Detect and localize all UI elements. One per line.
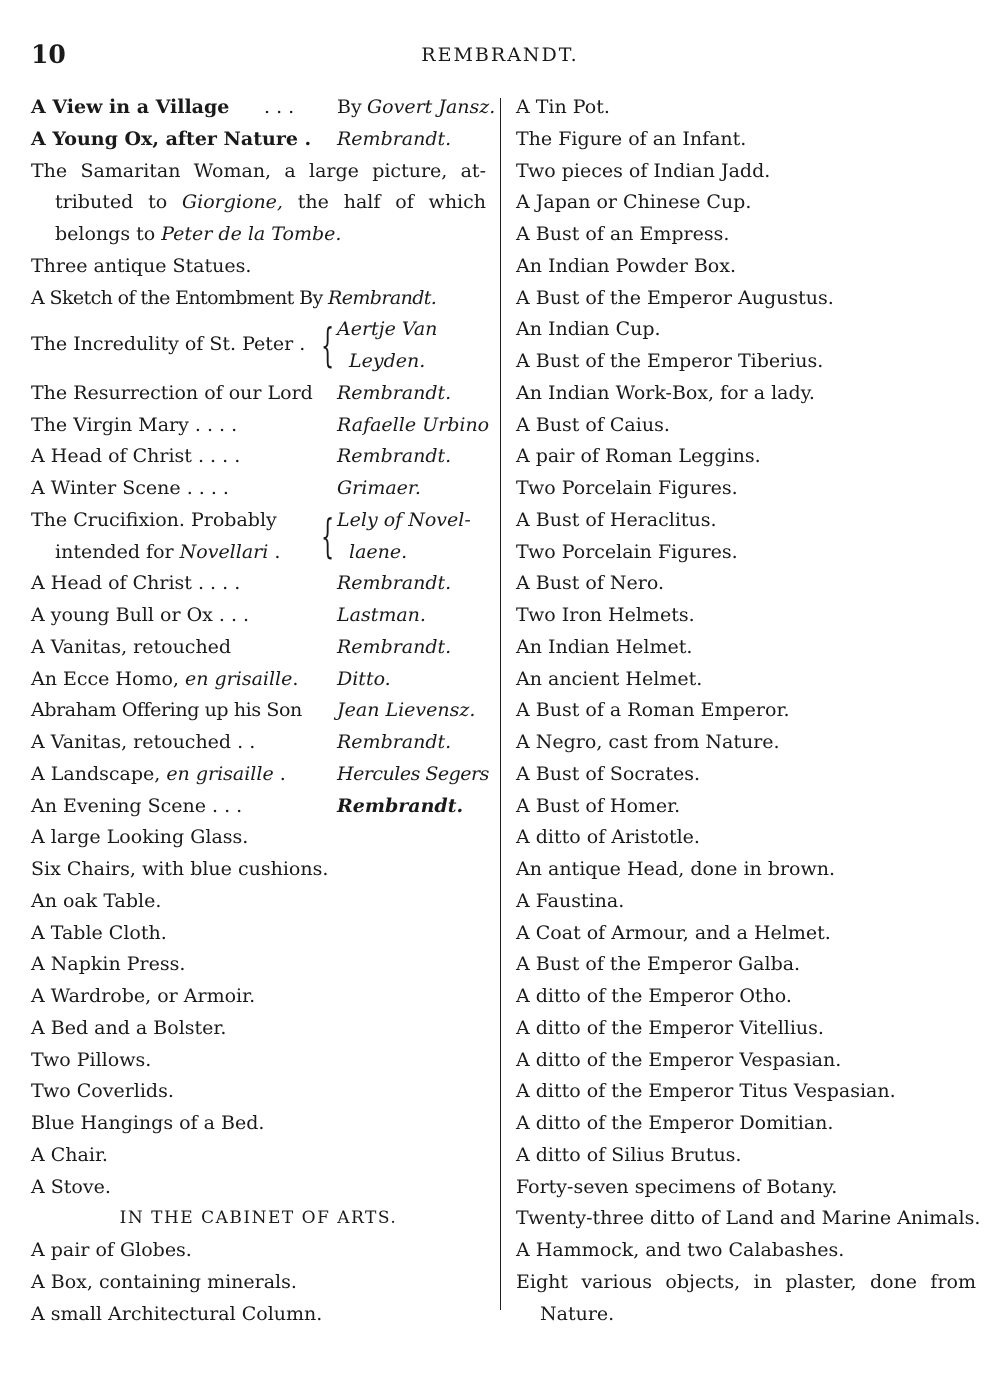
brace-symbol: { <box>321 508 335 563</box>
list-item <box>516 219 976 251</box>
page-number: 10 <box>31 40 66 69</box>
entry-title: intended for Novellari . <box>55 540 281 563</box>
entry-artist: Jean Lievensz. <box>337 699 476 722</box>
list-item-text: Two Coverlids. <box>31 1080 174 1103</box>
list-item <box>516 410 976 442</box>
entry-young-ox <box>31 124 486 156</box>
entry-by: By <box>337 96 362 118</box>
list-item <box>516 124 976 156</box>
entry-title: The Virgin Mary . . . . <box>31 413 238 436</box>
entry-artist: laene. <box>349 540 408 563</box>
entry-title: The Incredulity of St. Peter . <box>31 333 306 356</box>
list-item <box>516 537 976 569</box>
entry-artist: Rembrandt. <box>337 572 452 595</box>
list-item <box>516 283 976 315</box>
list-item-text: A Hammock, and two Calabashes. <box>516 1239 845 1261</box>
list-item <box>516 1013 976 1045</box>
entry-incredulity-st-peter <box>31 314 486 378</box>
list-item-text: Forty-seven specimens of Botany. <box>516 1175 838 1198</box>
list-item <box>31 981 486 1013</box>
entry-virgin-mary <box>31 410 490 442</box>
entry-title: The Crucifixion. Probably <box>31 508 277 531</box>
list-item <box>31 1013 486 1045</box>
list-item <box>31 949 486 981</box>
list-item-text: A ditto of the Emperor Otho. <box>516 985 792 1007</box>
list-item-text: A Bust of a Roman Emperor. <box>516 699 790 722</box>
entry-line: tributed to Giorgione, the half of which <box>55 191 487 214</box>
right-column <box>516 92 981 1330</box>
list-item <box>516 156 976 188</box>
list-item <box>516 346 976 378</box>
entry-resurrection <box>31 378 486 410</box>
furniture-list <box>31 822 486 1203</box>
list-item-text: A ditto of Silius Brutus. <box>516 1143 742 1166</box>
entry-artist: Govert Jansz. <box>367 96 496 118</box>
list-item-text: An oak Table. <box>31 889 162 912</box>
entry-artist: Leyden. <box>349 350 426 372</box>
list-item-text: A Negro, cast from Nature. <box>516 731 780 753</box>
entry-artist: Lastman. <box>337 604 426 626</box>
list-item-text: A Bust of Heraclitus. <box>516 508 717 531</box>
list-item-text: A Bust of Nero. <box>516 572 664 595</box>
entry-title: A Winter Scene . . . . <box>31 477 229 499</box>
list-item <box>31 1235 486 1267</box>
entry-evening-scene <box>31 791 486 823</box>
entry-artist: Ditto. <box>337 667 391 690</box>
list-item <box>516 187 976 219</box>
list-item <box>31 1045 486 1077</box>
entry-title: A Vanitas, retouched <box>31 635 232 658</box>
list-item <box>516 981 976 1013</box>
list-item-text: Blue Hangings of a Bed. <box>31 1112 265 1134</box>
list-item <box>516 1267 976 1331</box>
list-item-text: A pair of Roman Leggins. <box>516 445 761 468</box>
list-item <box>516 854 976 886</box>
list-item-text: Twenty-three ditto of Land and Marine Animals. <box>516 1207 981 1230</box>
entry-winter-scene <box>31 473 486 505</box>
list-item <box>516 251 976 283</box>
list-item-text: A Table Cloth. <box>31 921 167 944</box>
entry-young-bull <box>31 600 486 632</box>
entry-sketch-entombment <box>31 283 486 315</box>
list-item <box>516 632 976 664</box>
list-item-text: A Coat of Armour, and a Helmet. <box>516 921 831 944</box>
list-item <box>31 886 486 918</box>
list-item-text: A Napkin Press. <box>31 953 186 976</box>
list-item-text: An Indian Helmet. <box>516 635 693 658</box>
list-item <box>516 568 976 600</box>
list-item-text: A ditto of Aristotle. <box>516 826 700 849</box>
cabinet-list <box>31 1235 486 1330</box>
list-item-text: A Japan or Chinese Cup. <box>516 191 752 214</box>
list-item <box>516 441 976 473</box>
list-item <box>516 918 976 950</box>
list-item-text: Two Porcelain Figures. <box>516 540 738 563</box>
entry-title: The Resurrection of our Lord <box>31 381 313 404</box>
list-item <box>516 1203 981 1235</box>
list-item-text: A ditto of the Emperor Vitellius. <box>516 1016 824 1039</box>
list-item <box>31 1076 486 1108</box>
brace-symbol: { <box>321 318 335 373</box>
list-item <box>516 791 976 823</box>
list-item-text: A Chair. <box>31 1143 108 1166</box>
list-item-text: An Indian Powder Box. <box>516 254 736 277</box>
list-item-text: A Bust of an Empress. <box>516 223 730 245</box>
list-item <box>31 1267 486 1299</box>
list-item <box>516 886 976 918</box>
entry-artist: Grimaer. <box>337 477 421 499</box>
list-item-text: Two pieces of Indian Jadd. <box>516 159 771 182</box>
list-item <box>516 314 976 346</box>
entry-title: A Sketch of the Entombment By Rembrandt. <box>31 286 437 309</box>
list-item-text: A ditto of the Emperor Domitian. <box>516 1112 834 1134</box>
entry-artist: Rembrandt. <box>337 381 452 404</box>
list-item <box>516 695 976 727</box>
list-item-text: An ancient Helmet. <box>516 667 703 690</box>
running-title: REMBRANDT. <box>421 44 579 66</box>
list-item <box>516 1172 976 1204</box>
entry-artist: Rembrandt. <box>337 635 452 658</box>
list-item-text: A Stove. <box>31 1175 111 1198</box>
entry-artist: Rembrandt. <box>337 731 452 753</box>
list-item <box>516 759 976 791</box>
entry-artist: Lely of Novel- <box>337 508 471 531</box>
list-item-text: An antique Head, done in brown. <box>516 858 836 880</box>
list-item <box>516 1235 976 1267</box>
list-item <box>516 378 976 410</box>
list-item-text: An Indian Cup. <box>516 318 661 341</box>
list-item-text: A Bust of the Emperor Augustus. <box>516 286 834 309</box>
entry-title: A Head of Christ . . . . <box>31 572 241 595</box>
list-item-text: A pair of Globes. <box>31 1239 192 1261</box>
list-item-text: A Bust of Socrates. <box>516 762 701 785</box>
list-item <box>516 1076 976 1108</box>
entry-three-statues <box>31 251 486 283</box>
list-item <box>31 822 486 854</box>
entry-title: Three antique Statues. <box>31 254 252 277</box>
list-item-text: Two Porcelain Figures. <box>516 477 738 499</box>
entry-abraham <box>31 695 486 727</box>
list-item <box>31 1140 486 1172</box>
entry-ecce-homo <box>31 664 486 696</box>
list-item-text: Two Pillows. <box>31 1048 152 1071</box>
list-item <box>516 1140 976 1172</box>
entry-view-in-village <box>31 92 496 124</box>
entry-landscape <box>31 759 489 791</box>
list-item <box>516 600 976 632</box>
column-divider <box>500 98 501 1310</box>
list-item-text: A Bust of the Emperor Tiberius. <box>516 350 824 372</box>
list-item-text: Two Iron Helmets. <box>516 604 695 626</box>
entry-title: An Evening Scene . . . <box>31 794 243 817</box>
list-item-text: A Box, containing minerals. <box>31 1270 297 1293</box>
list-item-text: A Bust of Caius. <box>516 413 670 436</box>
entry-title: A young Bull or Ox . . . <box>31 604 250 626</box>
list-item-text: A Bed and a Bolster. <box>31 1016 227 1039</box>
entry-title: A Head of Christ . . . . <box>31 445 241 468</box>
entry-line: belongs to Peter de la Tombe. <box>55 223 342 245</box>
list-item <box>516 92 976 124</box>
list-item-text: The Figure of an Infant. <box>516 127 747 150</box>
list-item <box>31 854 486 886</box>
entry-artist: Aertje Van <box>337 318 438 341</box>
entry-line: The Samaritan Woman, a large picture, at- <box>31 159 486 182</box>
entry-title: A Vanitas, retouched . . <box>31 731 256 753</box>
list-item-text: A ditto of the Emperor Titus Vespasian. <box>516 1080 896 1103</box>
list-item <box>31 1172 486 1204</box>
list-item <box>516 505 976 537</box>
objects-list <box>516 92 981 1267</box>
entry-head-of-christ <box>31 441 486 473</box>
list-item <box>516 1045 976 1077</box>
entry-vanitas <box>31 727 486 759</box>
list-item <box>31 918 486 950</box>
entry-vanitas <box>31 632 486 664</box>
list-item-text: A Faustina. <box>516 889 625 912</box>
list-item-text: A Bust of the Emperor Galba. <box>516 953 801 976</box>
list-item <box>516 664 976 696</box>
list-item <box>516 727 976 759</box>
list-item <box>31 1299 486 1331</box>
left-column <box>31 92 496 1330</box>
entry-crucifixion <box>31 505 486 569</box>
entry-title: An Ecce Homo, en grisaille. <box>31 667 299 690</box>
entry-samaritan-woman <box>31 156 486 251</box>
list-item <box>31 1108 486 1140</box>
entry-head-of-christ <box>31 568 486 600</box>
entry-artist: Hercules Segers <box>337 762 489 785</box>
list-item-text: A Tin Pot. <box>516 96 610 118</box>
entry-title: A Young Ox, after Nature . <box>31 127 312 150</box>
entry-line: Eight various objects, in plaster, done from <box>516 1270 976 1293</box>
list-item-text: A large Looking Glass. <box>31 826 249 849</box>
entry-line: Nature. <box>540 1302 615 1325</box>
list-item <box>516 822 976 854</box>
entry-title: Abraham Offering up his Son <box>31 699 302 722</box>
list-item <box>516 473 976 505</box>
list-item <box>516 1108 976 1140</box>
list-item <box>516 949 976 981</box>
entry-dots: . . . <box>264 96 295 118</box>
list-item-text: A Bust of Homer. <box>516 794 681 817</box>
list-item-text: A small Architectural Column. <box>31 1302 323 1325</box>
section-heading: IN THE CABINET OF ARTS. <box>119 1208 398 1229</box>
list-item-text: An Indian Work-Box, for a lady. <box>516 381 815 404</box>
list-item-text: A ditto of the Emperor Vespasian. <box>516 1048 842 1071</box>
entry-artist: Rembrandt. <box>337 127 452 150</box>
entry-title: A View in a Village <box>31 96 230 118</box>
entry-artist: Rembrandt. <box>337 794 464 817</box>
entry-title: A Landscape, en grisaille . <box>31 762 286 785</box>
list-item-text: A Wardrobe, or Armoir. <box>31 985 256 1007</box>
entry-artist: Rafaelle Urbino <box>337 413 490 436</box>
list-item-text: Six Chairs, with blue cushions. <box>31 858 329 880</box>
entry-artist: Rembrandt. <box>337 445 452 468</box>
